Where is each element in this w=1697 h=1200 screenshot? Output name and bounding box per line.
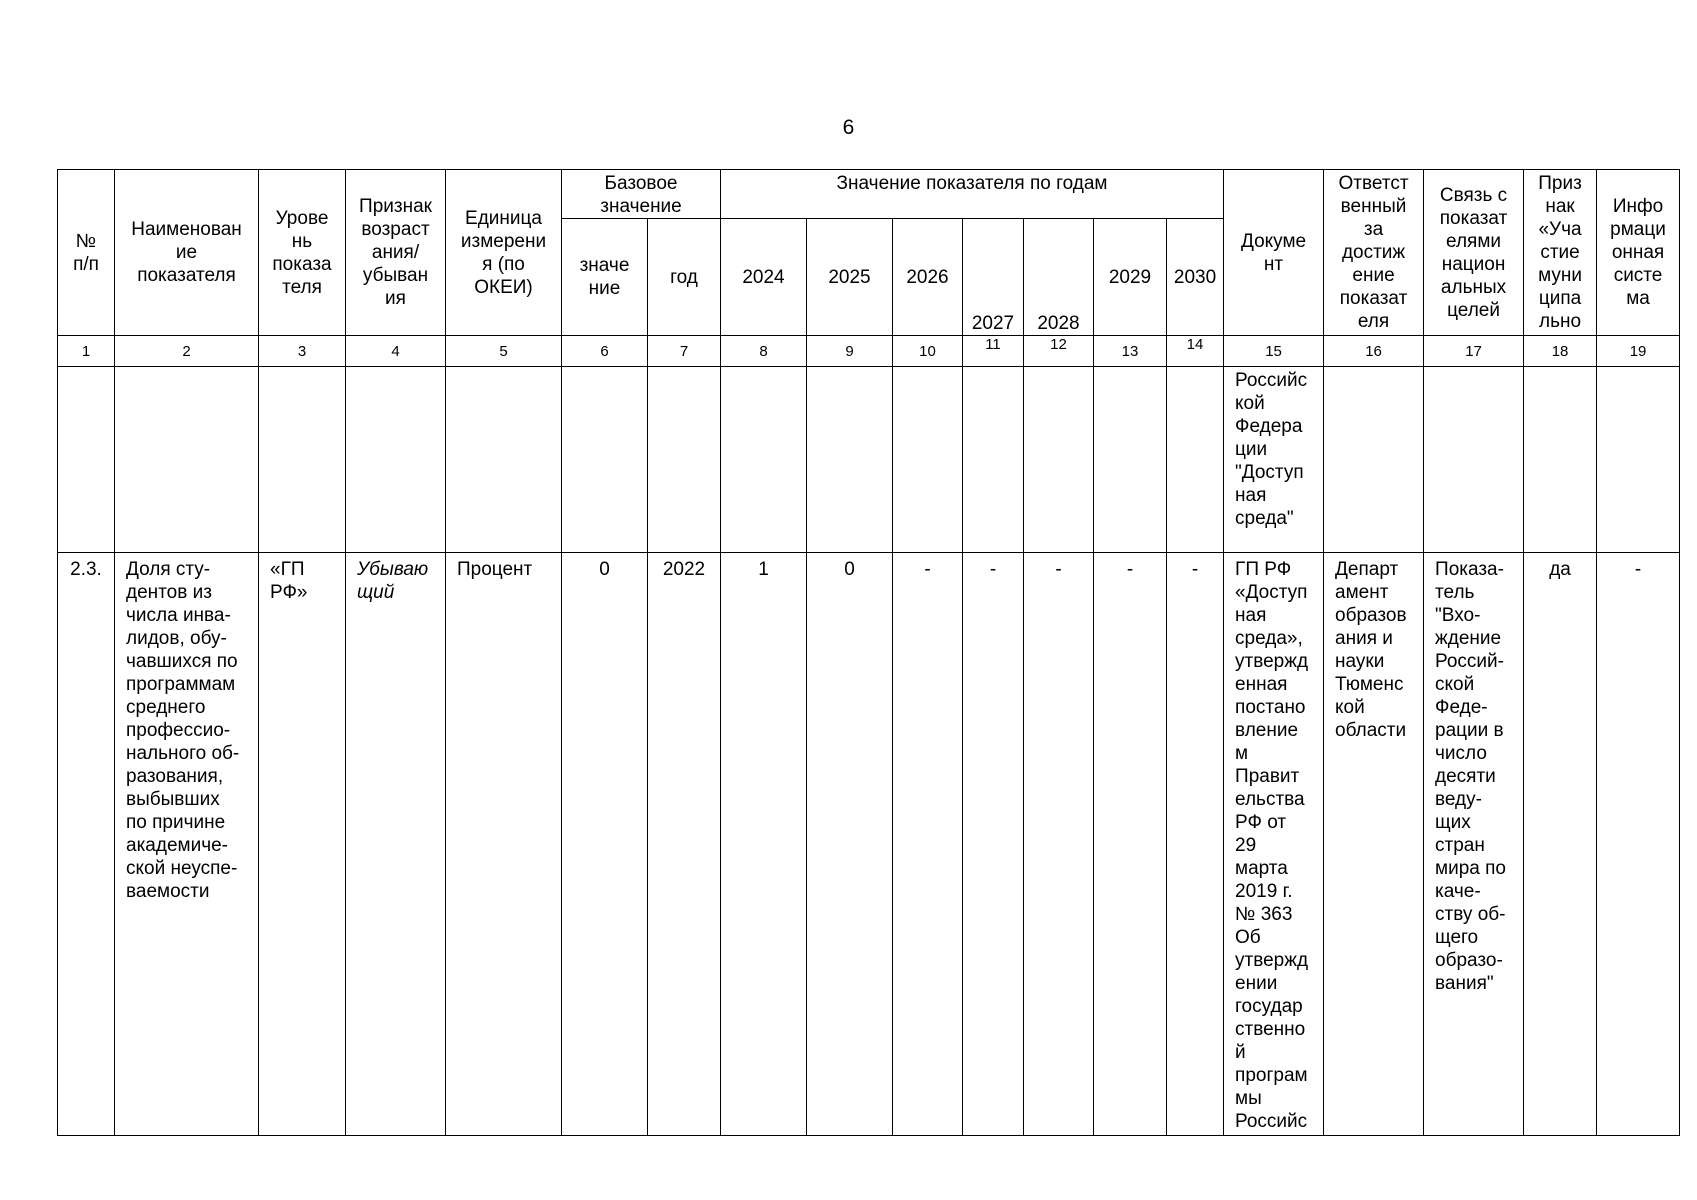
table-row: [58, 553, 1680, 1136]
row-national-goals-link: Показа- тель "Вхо- ждение Россий- ской Феде- рации в число десяти веду- щих стран мира по каче- ству об- щего образо- вания": [1424, 553, 1524, 1136]
header-years-group: Значение показателя по годам: [721, 170, 1224, 219]
row-base-value: 0: [562, 553, 648, 1136]
row-doc: ГП РФ «Доступ ная среда», утвержд енная постано вление м Правит ельства РФ от 29 марта 2019 г. № 363 Об утвержд ении государ ственно й програм мы Российс: [1224, 553, 1324, 1136]
header-row-1: [58, 170, 1680, 219]
column-number: 3: [259, 336, 346, 367]
header-year-2029: 2029: [1094, 219, 1167, 336]
header-year-2028: 2028: [1024, 219, 1094, 336]
empty-cell: [893, 367, 963, 553]
empty-cell: [259, 367, 346, 553]
row-base-year: 2022: [648, 553, 721, 1136]
header-name: Наименован ие показателя: [115, 170, 259, 336]
empty-cell: [562, 367, 648, 553]
header-resp: Ответст венный за достиж ение показат еля: [1324, 170, 1424, 336]
header-year-2027: 2027: [963, 219, 1024, 336]
row-value-2030: -: [1167, 553, 1224, 1136]
row-trend: Убываю щий: [346, 553, 446, 1136]
column-number: 15: [1224, 336, 1324, 367]
column-number: 14: [1167, 336, 1224, 367]
header-level: Урове нь показа теля: [259, 170, 346, 336]
column-number: 6: [562, 336, 648, 367]
header-year-2026: 2026: [893, 219, 963, 336]
column-number: 5: [446, 336, 562, 367]
empty-cell: [1324, 367, 1424, 553]
row-unit: Процент: [446, 553, 562, 1136]
column-number: 4: [346, 336, 446, 367]
column-number: 12: [1024, 336, 1094, 367]
header-year-2030: 2030: [1167, 219, 1224, 336]
empty-cell: [446, 367, 562, 553]
empty-cell: [807, 367, 893, 553]
column-number: 19: [1597, 336, 1680, 367]
empty-cell: [1167, 367, 1224, 553]
header-year-2025: 2025: [807, 219, 893, 336]
row-municipal-participation: да: [1524, 553, 1597, 1136]
row-value-2028: -: [1024, 553, 1094, 1136]
row-value-2029: -: [1094, 553, 1167, 1136]
header-doc: Докуме нт: [1224, 170, 1324, 336]
row-value-2026: -: [893, 553, 963, 1136]
row-value-2025: 0: [807, 553, 893, 1136]
header-link: Связь с показат елями национ альных целей: [1424, 170, 1524, 336]
empty-cell: [1524, 367, 1597, 553]
row-level: «ГП РФ»: [259, 553, 346, 1136]
row-responsible: Департ амент образов ания и науки Тюменс кой области: [1324, 553, 1424, 1136]
empty-cell: [1424, 367, 1524, 553]
column-number: 18: [1524, 336, 1597, 367]
header-base-group: Базовое значение: [562, 170, 721, 219]
empty-cell: [1597, 367, 1680, 553]
page-number: 6: [842, 116, 855, 139]
column-number: 17: [1424, 336, 1524, 367]
header-trend: Признак возраст ания/ убыван ия: [346, 170, 446, 336]
header-num: № п/п: [58, 170, 115, 336]
row-value-2024: 1: [721, 553, 807, 1136]
empty-cell: [963, 367, 1024, 553]
header-base-year: год: [648, 219, 721, 336]
header-muni: Приз нак «Уча стие муни ципа льно: [1524, 170, 1597, 336]
header-infosys: Инфо рмаци онная систе ма: [1597, 170, 1680, 336]
column-number: 16: [1324, 336, 1424, 367]
header-year-2024: 2024: [721, 219, 807, 336]
empty-cell: [1024, 367, 1094, 553]
empty-cell: [58, 367, 115, 553]
header-unit: Единица измерени я (по ОКЕИ): [446, 170, 562, 336]
empty-cell: [115, 367, 259, 553]
column-number: 10: [893, 336, 963, 367]
row-name: Доля сту- дентов из числа инва- лидов, обу- чавшихся по программам среднего профессио- нального об- разования, выбывших по причине академиче- ской неуспе- ваемости: [115, 553, 259, 1136]
column-number: 8: [721, 336, 807, 367]
continued-row: [58, 367, 1680, 553]
empty-cell: [721, 367, 807, 553]
column-number: 11: [963, 336, 1024, 367]
continued-doc-cell: Российс кой Федера ции "Доступ ная среда": [1224, 367, 1324, 553]
row-value-2027: -: [963, 553, 1024, 1136]
column-number: 13: [1094, 336, 1167, 367]
column-number: 1: [58, 336, 115, 367]
column-number: 7: [648, 336, 721, 367]
row-info-system: -: [1597, 553, 1680, 1136]
column-number: 2: [115, 336, 259, 367]
indicators-table: [57, 169, 1680, 1136]
empty-cell: [346, 367, 446, 553]
empty-cell: [1094, 367, 1167, 553]
row-num: 2.3.: [58, 553, 115, 1136]
column-number: 9: [807, 336, 893, 367]
column-number-row: [58, 336, 1680, 367]
empty-cell: [648, 367, 721, 553]
header-base-value: значе ние: [562, 219, 648, 336]
